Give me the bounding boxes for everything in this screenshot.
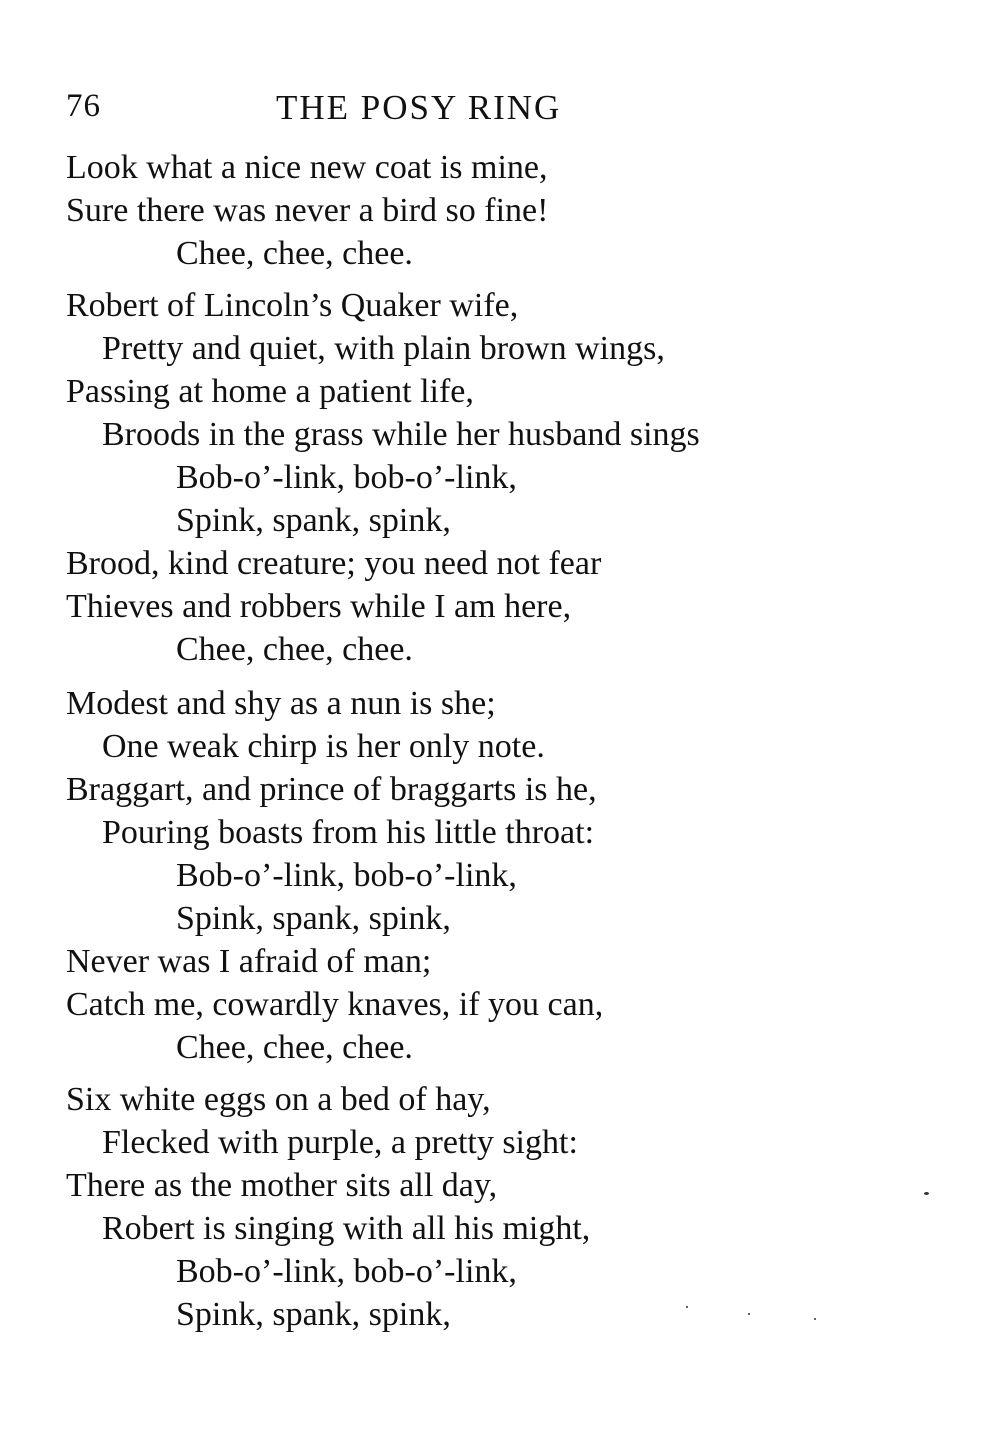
poem-line: Bob-o’-link, bob-o’-link, [176,857,517,894]
poem-line: Broods in the grass while her husband sings [102,416,700,453]
running-title: THE POSY RING [276,88,562,127]
poem-line: Spink, spank, spink, [176,900,451,937]
poem-line: Brood, kind creature; you need not fear [66,545,602,582]
page-number: 76 [66,88,101,124]
poem-line: Passing at home a patient life, [66,373,474,410]
poem-line: Pretty and quiet, with plain brown wings, [102,330,665,367]
poem-line: Sure there was never a bird so fine! [66,192,549,229]
poem-line: Bob-o’-link, bob-o’-link, [176,1253,517,1290]
poem-line: Robert of Lincoln’s Quaker wife, [66,287,519,324]
poem-line: Spink, spank, spink, [176,1296,451,1333]
scan-speck [924,1192,929,1195]
poem-line: Chee, chee, chee. [176,235,413,272]
poem-line: Pouring boasts from his little throat: [102,814,595,851]
poem-line: Never was I afraid of man; [66,943,432,980]
poem-line: Look what a nice new coat is mine, [66,149,548,186]
scan-speck [686,1306,688,1308]
poem-line: Braggart, and prince of braggarts is he, [66,771,597,808]
scan-speck [748,1313,750,1315]
poem-line: Flecked with purple, a pretty sight: [102,1124,578,1161]
poem-line: One weak chirp is her only note. [102,728,545,765]
poem-line: Chee, chee, chee. [176,631,413,668]
poem-line: Six white eggs on a bed of hay, [66,1081,491,1118]
poem-line: There as the mother sits all day, [66,1167,498,1204]
poem-line: Robert is singing with all his might, [102,1210,591,1247]
poem-line: Bob-o’-link, bob-o’-link, [176,459,517,496]
scan-speck [814,1318,816,1320]
poem-line: Spink, spank, spink, [176,502,451,539]
poem-line: Catch me, cowardly knaves, if you can, [66,986,604,1023]
poem-line: Chee, chee, chee. [176,1029,413,1066]
poem-line: Modest and shy as a nun is she; [66,685,496,722]
poem-line: Thieves and robbers while I am here, [66,588,572,625]
page-header [66,88,646,132]
